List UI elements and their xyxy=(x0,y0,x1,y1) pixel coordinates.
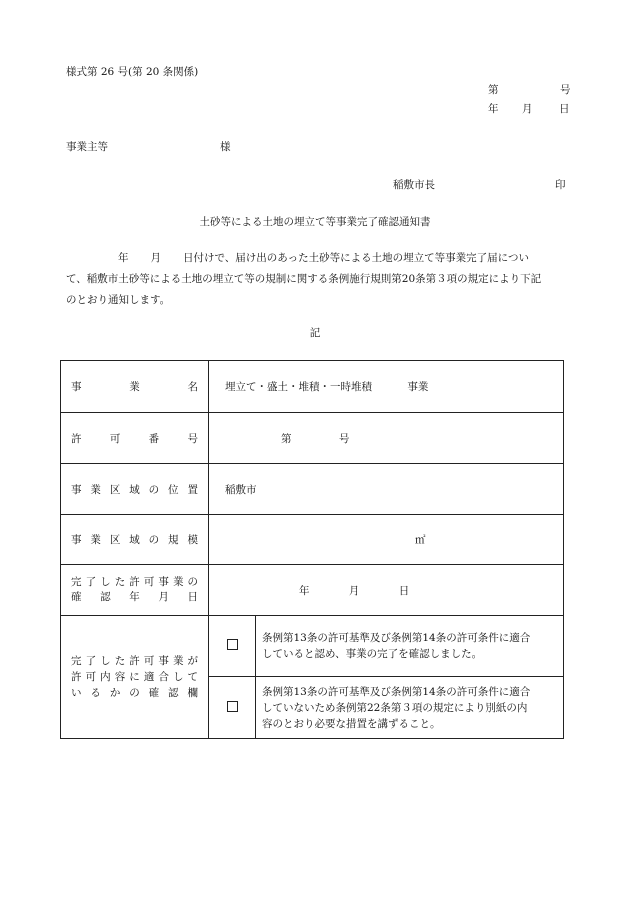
body-year: 年 xyxy=(118,252,129,264)
location-city: 稲敷市 xyxy=(225,483,257,496)
value-permit-number[interactable] xyxy=(209,413,564,464)
sender-name: 稲敷市長 xyxy=(393,179,435,191)
value-location[interactable] xyxy=(209,464,564,515)
option1-checkbox[interactable] xyxy=(227,639,238,650)
row-area xyxy=(61,515,564,565)
option1-checkbox-cell[interactable] xyxy=(209,616,256,677)
form-number: 様式第 26 号(第 20 条関係) xyxy=(66,66,199,78)
project-type-text: 埋立て・盛土・堆積・一時堆積 xyxy=(225,381,372,393)
row-compliance-option-1 xyxy=(61,616,564,677)
option2-checkbox-cell[interactable] xyxy=(209,677,256,739)
row-permit-number xyxy=(61,413,564,464)
label-permit-number: 許 可 番 号 xyxy=(61,413,209,464)
issue-month: 月 xyxy=(522,103,533,115)
addressee xyxy=(66,141,231,153)
details-table xyxy=(60,360,564,739)
body-line-1 xyxy=(66,248,566,269)
value-project-name[interactable] xyxy=(209,361,564,413)
value-confirm-date[interactable] xyxy=(209,565,564,616)
document-title: 土砂等による土地の埋立て等事業完了確認通知書 xyxy=(199,216,431,228)
project-suffix: 事業 xyxy=(407,381,429,393)
issue-date xyxy=(488,103,570,115)
confirm-year: 年 xyxy=(299,584,310,597)
label-location: 事 業 区 域 の 位 置 xyxy=(61,464,209,515)
body-day-text: 日付けで、届け出のあった土砂等による土地の埋立て等事業完了届につい xyxy=(183,252,529,264)
label-project-name: 事 業 名 xyxy=(61,361,209,413)
body-line-2: て、稲敷市土砂等による土地の埋立て等の規制に関する条例施行規則第20条第３項の規定により下記 xyxy=(66,273,542,285)
row-confirm-date xyxy=(61,565,564,616)
number-prefix: 第 xyxy=(488,84,499,96)
label-area: 事 業 区 域 の 規 模 xyxy=(61,515,209,565)
option2-text: 条例第13条の許可基準及び条例第14条の許可条件に適合 していないため条例第22条第３項の規定により別紙の内 容のとおり必要な措置を講ずること。 xyxy=(256,677,564,739)
label-compliance: 完 了 し た 許 可 事 業 が 許 可 内 容 に 適 合 し て い る か の 確 認 欄 xyxy=(61,616,209,739)
row-location xyxy=(61,464,564,515)
seal-mark: 印 xyxy=(555,179,566,191)
issue-day: 日 xyxy=(559,103,570,115)
issue-year: 年 xyxy=(488,103,499,115)
permit-no-prefix: 第 xyxy=(281,432,292,445)
option1-text: 条例第13条の許可基準及び条例第14条の許可条件に適合 していると認め、事業の完了を確認しました。 xyxy=(256,616,564,677)
confirm-day: 日 xyxy=(398,584,410,597)
number-suffix: 号 xyxy=(560,84,571,96)
body-month: 月 xyxy=(150,252,161,264)
document-number xyxy=(488,84,571,96)
addressee-label: 事業主等 xyxy=(66,141,108,153)
body-line-3: のとおり通知します。 xyxy=(66,294,171,306)
confirm-month: 月 xyxy=(348,584,360,597)
notice-body xyxy=(66,248,566,311)
ki-heading: 記 xyxy=(309,327,321,339)
value-area[interactable] xyxy=(209,515,564,565)
option2-checkbox[interactable] xyxy=(227,701,238,712)
label-confirm-date: 完 了 し た 許 可 事 業 の 確 認 年 月 日 xyxy=(61,565,209,616)
area-unit: ㎡ xyxy=(415,534,426,546)
row-project-name xyxy=(61,361,564,413)
addressee-honorific: 様 xyxy=(220,141,231,153)
permit-no-suffix: 号 xyxy=(338,432,350,445)
